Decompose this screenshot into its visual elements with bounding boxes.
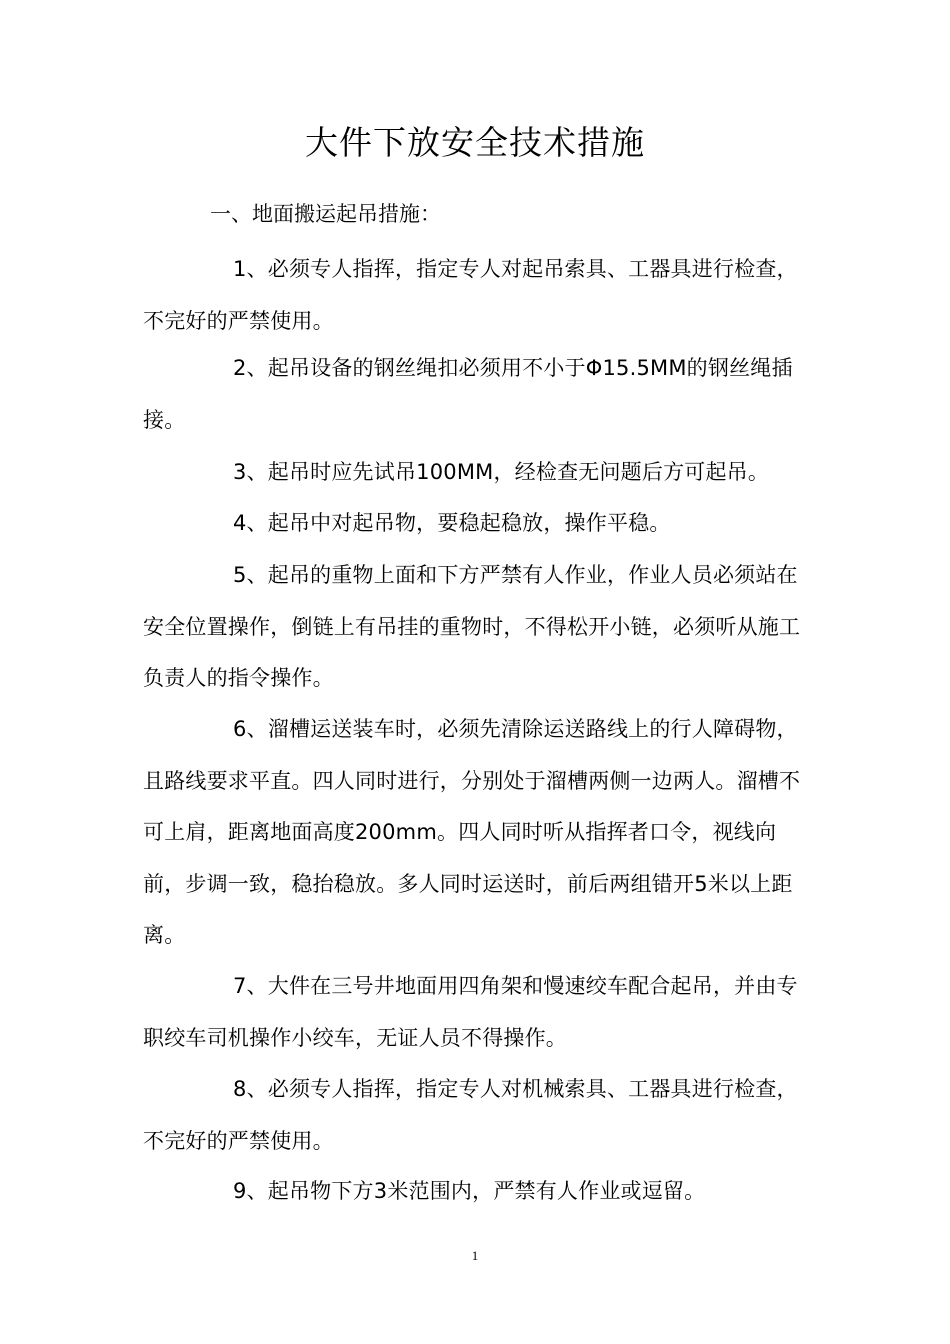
measure-item-8: 8、必须专人指挥，指定专人对机械索具、工器具进行检查，不完好的严禁使用。	[143, 1077, 798, 1153]
document-title: 大件下放安全技术措施	[305, 123, 645, 162]
measure-item-7: 7、大件在三号井地面用四角架和慢速绞车配合起吊，并由专职绞车司机操作小绞车，无证人员不得操作。	[143, 974, 798, 1050]
section-heading: 一、地面搬运起吊措施：	[210, 202, 441, 226]
page-number: 1	[471, 1248, 479, 1263]
measure-item-3: 3、起吊时应先试吊100MM，经检查无问题后方可起吊。	[233, 460, 770, 484]
measure-item-9: 9、起吊物下方3米范围内，严禁有人作业或逗留。	[233, 1179, 706, 1203]
measure-item-5: 5、起吊的重物上面和下方严禁有人作业，作业人员必须站在安全位置操作，倒链上有吊挂的重物时，不得松开小链，必须听从施工负责人的指令操作。	[143, 563, 801, 690]
measure-item-2: 2、起吊设备的钢丝绳扣必须用不小于Φ15.5MM的钢丝绳插接。	[143, 356, 793, 432]
measure-item-6: 6、溜槽运送装车时，必须先清除运送路线上的行人障碍物，且路线要求平直。四人同时进行，分别处于溜槽两侧一边两人。溜槽不可上肩，距离地面高度200mm。四人同时听从指挥者口令，视线向前，步调一致，稳抬稳放。多人同时运送时，前后两组错开5米以上距离。	[143, 717, 801, 947]
measure-item-4: 4、起吊中对起吊物，要稳起稳放，操作平稳。	[233, 511, 671, 535]
measure-item-1: 1、必须专人指挥，指定专人对起吊索具、工器具进行检查，不完好的严禁使用。	[143, 257, 798, 333]
